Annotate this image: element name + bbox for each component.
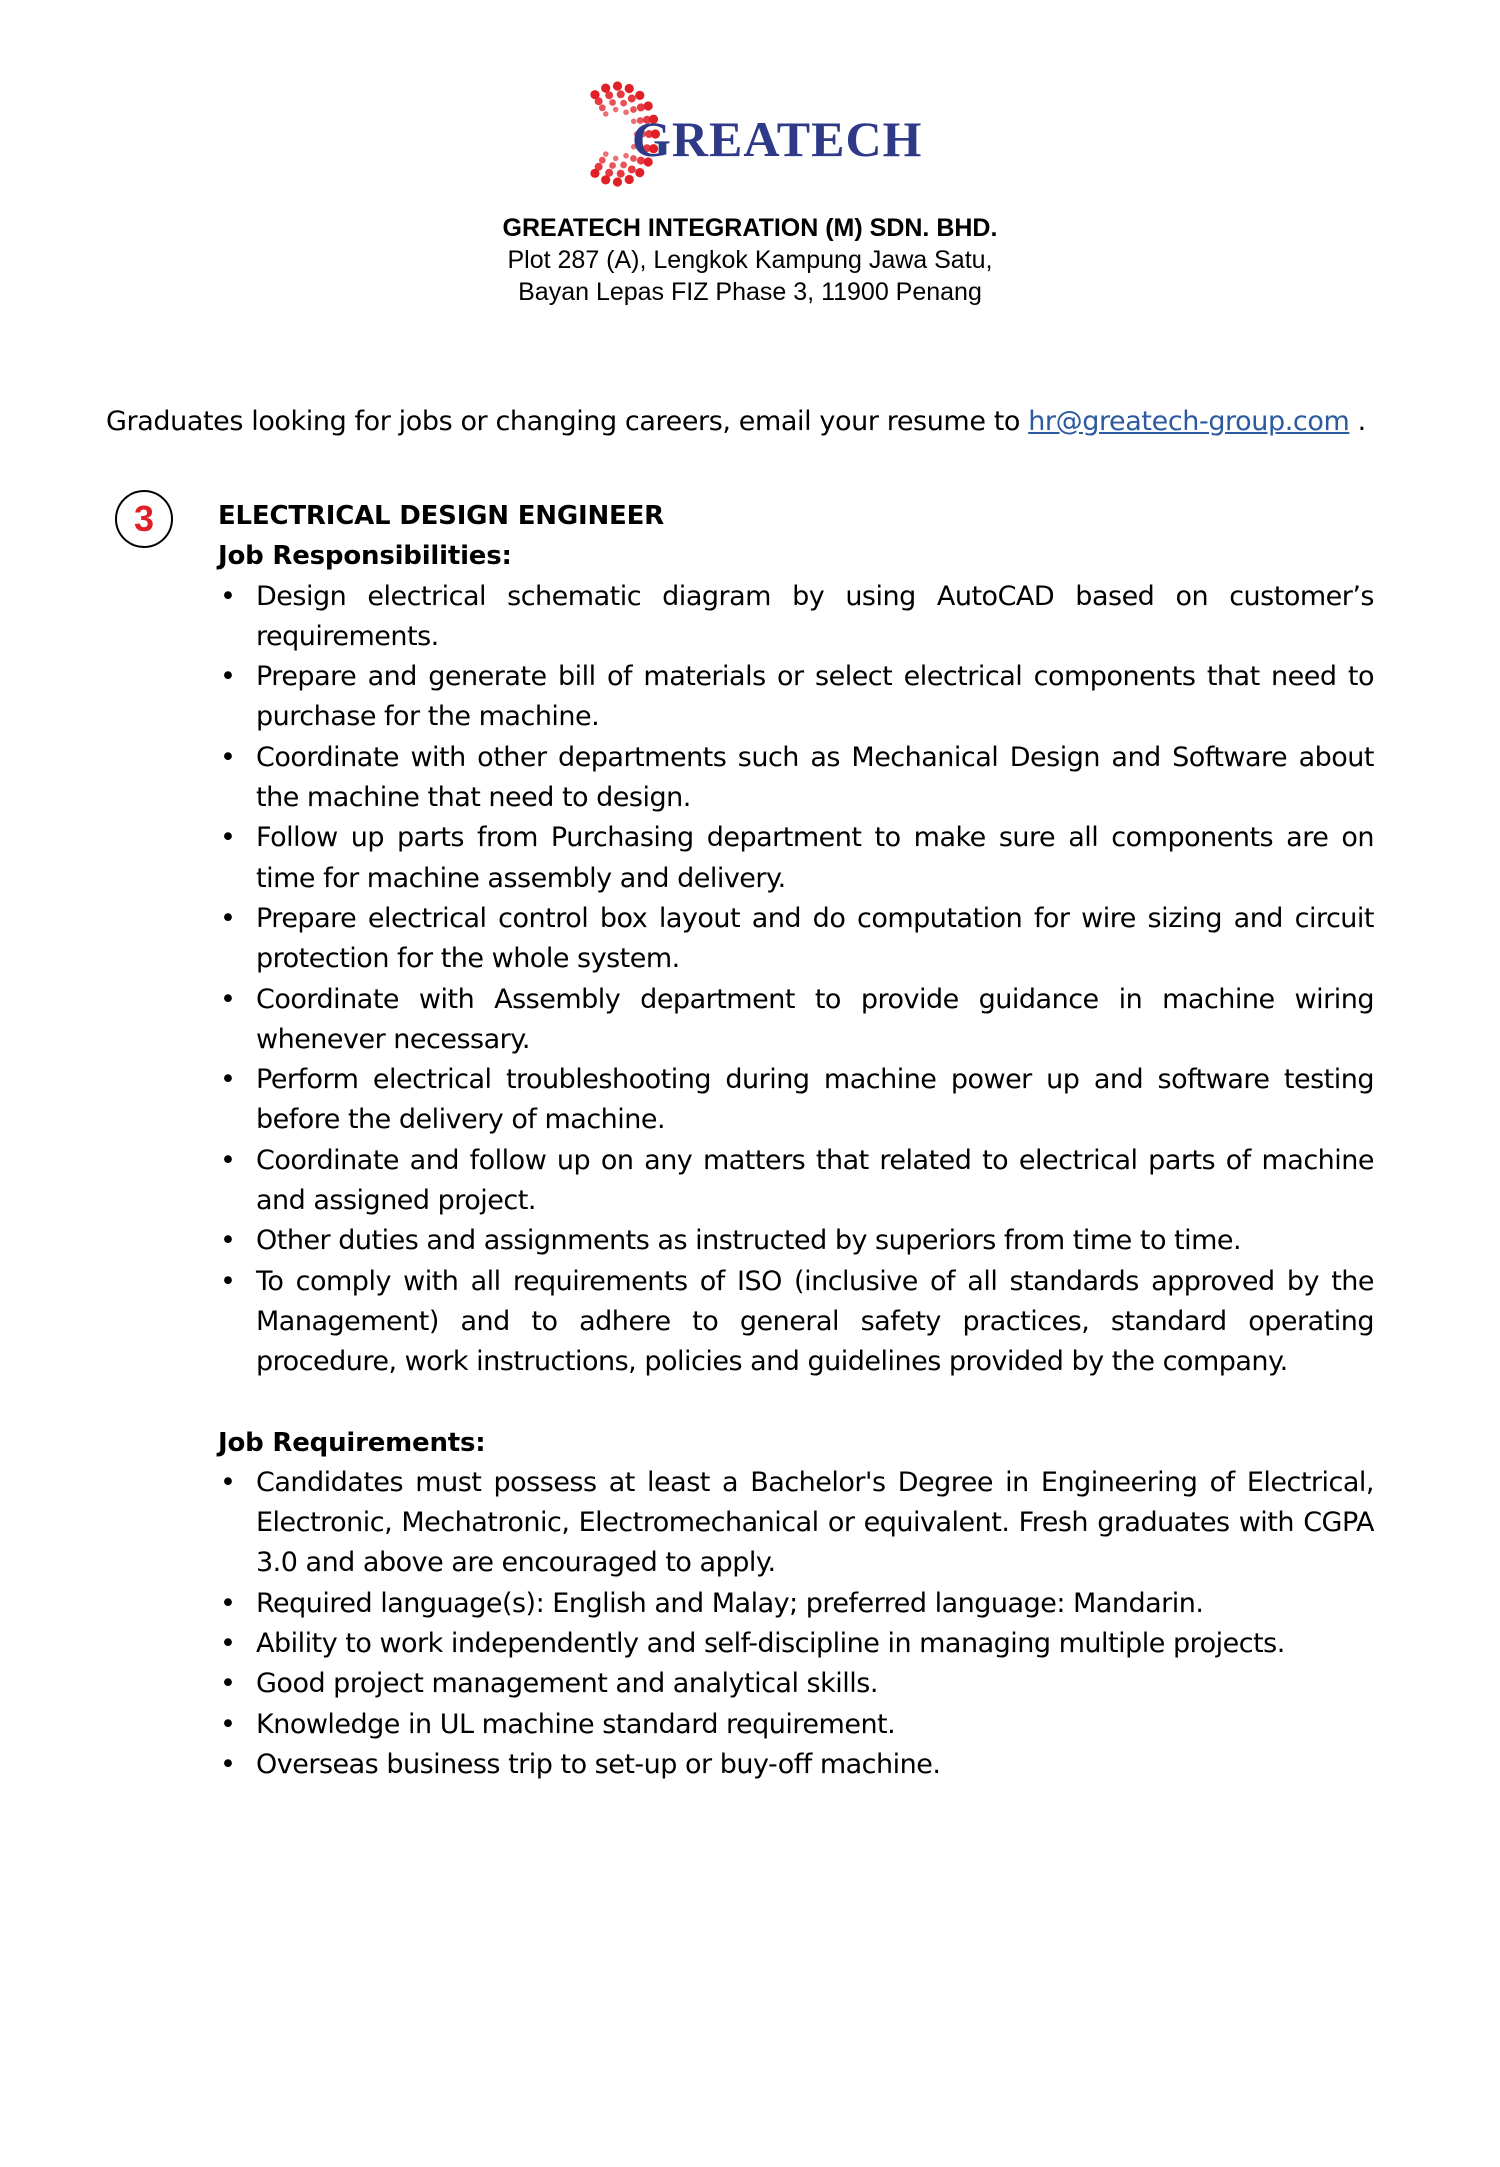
email-link[interactable]: hr@greatech-group.com — [1028, 406, 1350, 437]
logo-dot — [613, 177, 622, 186]
job-title: ELECTRICAL DESIGN ENGINEER — [218, 501, 664, 531]
bullet-icon: • — [220, 983, 236, 1015]
logo-dot — [617, 170, 625, 178]
logo-dot — [603, 151, 609, 157]
bullet-icon: • — [220, 1748, 236, 1780]
company-address-line2: Bayan Lepas FIZ Phase 3, 11900 Penang — [518, 278, 982, 306]
company-header — [0, 212, 1500, 308]
responsibility-item — [218, 1262, 1374, 1383]
responsibility-item-text: Design electrical schematic diagram by using AutoCAD based on customer’s requirements. — [256, 580, 1374, 652]
logo-dot — [603, 111, 609, 117]
logo-dot — [609, 162, 616, 169]
responsibility-item-text: Coordinate with Assembly department to provide guidance in machine wiring whenever necessary. — [256, 983, 1374, 1055]
logo-dot — [625, 175, 634, 184]
responsibility-item — [218, 1141, 1374, 1222]
logo-dot — [599, 104, 606, 111]
intro-paragraph — [106, 402, 1426, 442]
logo-dot — [595, 97, 603, 105]
requirements-heading: Job Requirements: — [218, 1427, 486, 1458]
responsibility-item-text: To comply with all requirements of ISO (inclusive of all standards approved by the Management) and to adhere to general safety practices, standard operating procedure, work instructions, policies and guidelines provided by the company. — [256, 1265, 1374, 1378]
bullet-icon: • — [220, 1668, 236, 1700]
responsibilities-list — [218, 577, 1374, 1383]
logo-dot — [635, 168, 644, 177]
logo-dot — [620, 100, 627, 107]
logo-dot — [617, 90, 625, 98]
logo-dot — [609, 99, 616, 106]
logo-dot — [620, 162, 627, 169]
requirement-item-text: Ability to work independently and self-discipline in managing multiple projects. — [256, 1628, 1285, 1660]
bullet-icon: • — [220, 1708, 236, 1740]
company-name: GREATECH INTEGRATION (M) SDN. BHD. — [502, 214, 998, 242]
bullet-icon: • — [220, 1064, 236, 1096]
bullet-icon: • — [220, 1225, 236, 1257]
logo-dot — [623, 109, 629, 115]
logo-dot — [613, 156, 619, 162]
responsibility-item-text: Prepare and generate bill of materials or select electrical components that need to purchase for the machine. — [256, 661, 1374, 733]
bullet-icon: • — [220, 902, 236, 934]
bullet-icon: • — [220, 580, 236, 612]
logo-dot — [628, 95, 636, 103]
greatech-logo-mark — [565, 72, 955, 197]
requirement-item — [218, 1624, 1374, 1664]
bullet-icon: • — [220, 1587, 236, 1619]
section-spacer — [218, 1383, 1374, 1423]
bullet-icon: • — [220, 741, 236, 773]
requirement-item-text: Overseas business trip to set-up or buy-off machine. — [256, 1748, 941, 1780]
responsibility-item — [218, 1221, 1374, 1261]
responsibilities-heading: Job Responsibilities: — [218, 541, 512, 572]
job-posting — [218, 496, 1374, 1785]
responsibility-item — [218, 818, 1374, 899]
bullet-icon: • — [220, 1628, 236, 1660]
requirement-item — [218, 1745, 1374, 1785]
responsibility-item — [218, 738, 1374, 819]
responsibility-item — [218, 1060, 1374, 1141]
intro-text: Graduates looking for jobs or changing careers, email your resume to — [106, 406, 1029, 437]
requirements-list — [218, 1463, 1374, 1785]
logo-dot — [605, 91, 613, 99]
responsibility-item-text: Coordinate with other departments such as Mechanical Design and Software about the machine that need to design. — [256, 741, 1374, 814]
requirement-item-text: Knowledge in UL machine standard requirement. — [256, 1708, 896, 1740]
responsibility-item-text: Other duties and assignments as instructed by superiors from time to time. — [256, 1225, 1242, 1257]
logo-dot — [635, 91, 644, 100]
responsibility-item-text: Follow up parts from Purchasing department to make sure all components are on time for machine assembly and delivery. — [256, 822, 1374, 894]
requirement-item — [218, 1463, 1374, 1584]
requirement-item-text: Good project management and analytical skills. — [256, 1668, 878, 1700]
responsibility-item — [218, 577, 1374, 658]
responsibility-item — [218, 980, 1374, 1061]
responsibility-item-text: Coordinate and follow up on any matters that related to electrical parts of machine and assigned project. — [256, 1144, 1374, 1217]
job-number-badge: 3 — [115, 490, 173, 548]
company-address-line1: Plot 287 (A), Lengkok Kampung Jawa Satu, — [507, 246, 993, 274]
logo-dot — [623, 153, 629, 159]
requirement-item — [218, 1664, 1374, 1704]
logo-dot — [595, 163, 603, 171]
bullet-icon: • — [220, 1144, 236, 1176]
company-logo — [565, 72, 955, 197]
logo-dot — [625, 84, 634, 93]
bullet-icon: • — [220, 661, 236, 693]
intro-suffix: . — [1349, 406, 1366, 437]
requirement-item — [218, 1584, 1374, 1624]
logo-dot — [599, 157, 606, 164]
requirement-item-text: Required language(s): English and Malay; preferred language: Mandarin. — [256, 1587, 1204, 1619]
logo-dot — [613, 81, 622, 90]
bullet-icon: • — [220, 1466, 236, 1498]
bullet-icon: • — [220, 1265, 236, 1297]
bullet-icon: • — [220, 822, 236, 854]
logo-dot — [613, 107, 619, 113]
requirement-item-text: Candidates must possess at least a Bachelor's Degree in Engineering of Electrical, Electronic, Mechatronic, Electromechanical or equivalent. Fresh graduates with CGPA 3.0 and above are encouraged to apply. — [256, 1466, 1374, 1579]
responsibility-item-text: Prepare electrical control box layout and do computation for wire sizing and circuit protection for the whole system. — [256, 902, 1374, 975]
logo-wordmark: GREATECH — [632, 111, 923, 167]
logo-dot — [605, 169, 613, 177]
responsibility-item — [218, 899, 1374, 980]
requirement-item — [218, 1705, 1374, 1745]
logo-dot — [644, 101, 653, 110]
responsibility-item — [218, 657, 1374, 738]
responsibility-item-text: Perform electrical troubleshooting during machine power up and software testing before the delivery of machine. — [256, 1064, 1374, 1136]
